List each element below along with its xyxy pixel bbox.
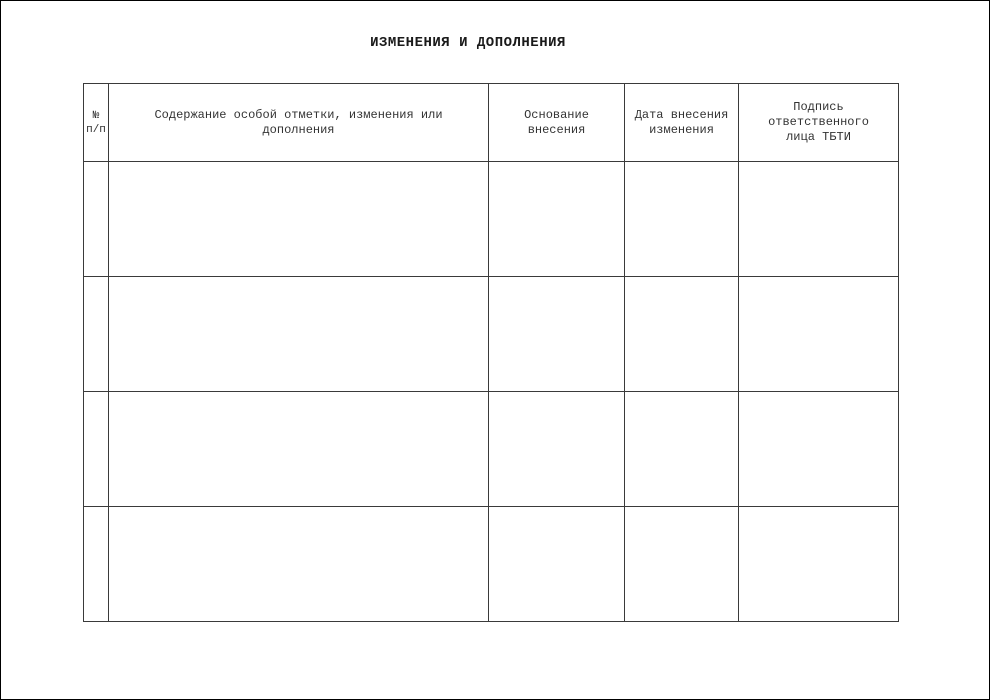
cell-basis (489, 162, 625, 277)
header-basis (489, 84, 625, 162)
header-content-line-1: Содержание особой отметки, изменения или (154, 107, 443, 122)
header-number-line-1: № (92, 109, 100, 122)
cell-content (109, 392, 489, 507)
cell-basis (489, 277, 625, 392)
header-content (109, 84, 489, 162)
header-number (84, 84, 109, 162)
header-date-line-1: Дата внесения (634, 107, 729, 122)
header-number-line-2: п/п (86, 123, 106, 136)
cell-number (84, 392, 109, 507)
cell-signature (739, 162, 899, 277)
cell-signature (739, 507, 899, 622)
cell-date (625, 507, 739, 622)
cell-content (109, 162, 489, 277)
header-date (625, 84, 739, 162)
cell-basis (489, 392, 625, 507)
table-row (84, 162, 899, 277)
table-row (84, 507, 899, 622)
cell-number (84, 162, 109, 277)
cell-date (625, 277, 739, 392)
changes-table (83, 83, 899, 622)
table-header-row (84, 84, 899, 162)
header-signature-line-2: ответственного (768, 115, 869, 129)
cell-content (109, 277, 489, 392)
table-row (84, 392, 899, 507)
header-signature (739, 84, 899, 162)
header-basis-line-2: внесения (527, 122, 586, 137)
cell-date (625, 392, 739, 507)
cell-signature (739, 392, 899, 507)
cell-content (109, 507, 489, 622)
table-row (84, 277, 899, 392)
header-content-line-2: дополнения (262, 122, 335, 137)
cell-date (625, 162, 739, 277)
header-date-line-2: изменения (649, 122, 714, 137)
page-title: ИЗМЕНЕНИЯ И ДОПОЛНЕНИЯ (370, 35, 566, 51)
header-signature-line-3: лица ТБТИ (786, 130, 851, 144)
cell-number (84, 507, 109, 622)
header-basis-line-1: Основание (524, 107, 589, 122)
cell-signature (739, 277, 899, 392)
cell-number (84, 277, 109, 392)
header-signature-line-1: Подпись (793, 100, 844, 114)
cell-basis (489, 507, 625, 622)
